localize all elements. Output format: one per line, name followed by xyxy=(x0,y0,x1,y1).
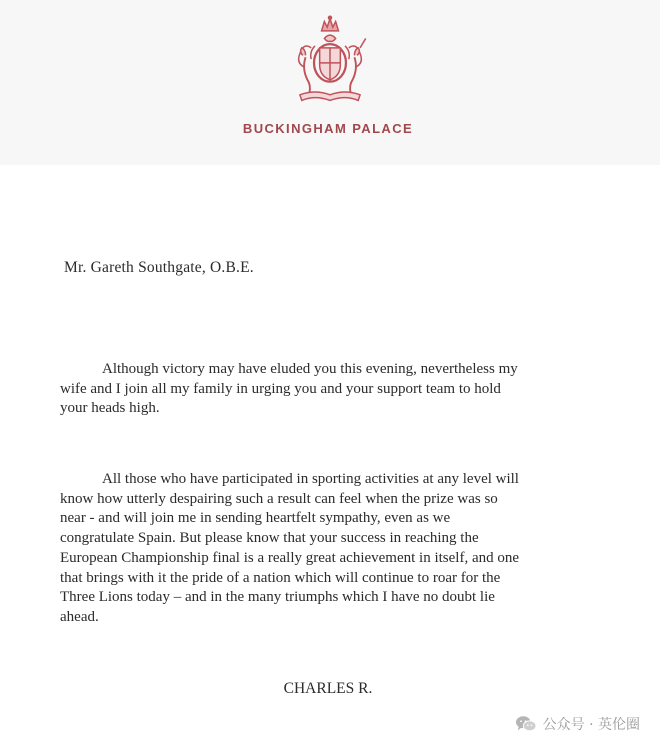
paragraph-line: Although victory may have eluded you this evening, nevertheless my xyxy=(102,361,518,377)
paragraph-line: All those who have participated in sporting activities at any level will xyxy=(102,471,519,487)
paragraph-line: congratulate Spain. But please know that your success in reaching the xyxy=(60,530,479,547)
paragraph-line: wife and I join all my family in urging you and your support team to hold xyxy=(60,380,501,397)
paragraph-line: that brings with it the pride of a nation which will continue to roar for the xyxy=(60,569,501,586)
signature: CHARLES R. xyxy=(283,680,373,697)
paragraph-line: know how utterly despairing such a result can feel when the prize was so xyxy=(60,490,498,507)
paragraph-line: ahead. xyxy=(60,608,99,625)
paragraph-2 xyxy=(60,470,600,628)
watermark xyxy=(515,714,640,734)
salutation: Mr. Gareth Southgate, O.B.E. xyxy=(64,259,254,276)
paragraph-line: European Championship final is a really great achievement in itself, and one xyxy=(60,549,520,566)
paragraph-line: your heads high. xyxy=(60,400,160,417)
paragraph-line: near - and will join me in sending heartfelt sympathy, even as we xyxy=(60,510,451,527)
watermark-text: 公众号 · 英伦圈 xyxy=(542,717,640,733)
paragraph-line: Three Lions today – and in the many triumphs which I have no doubt lie xyxy=(60,589,495,606)
royal-crest-icon xyxy=(283,14,377,108)
wechat-icon xyxy=(515,714,537,734)
letterhead-address: BUCKINGHAM PALACE xyxy=(242,121,414,136)
paragraph-1 xyxy=(60,360,600,419)
